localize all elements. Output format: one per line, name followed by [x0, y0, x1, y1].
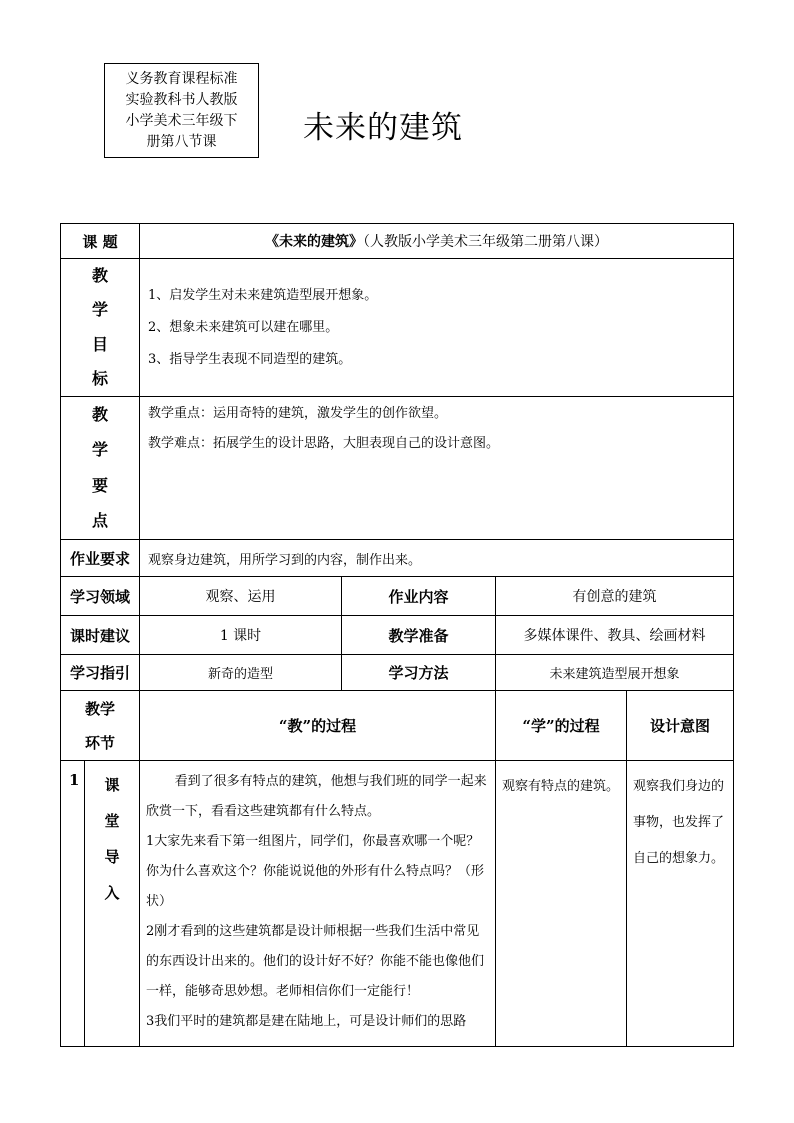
teach-process-cell: [140, 761, 496, 1047]
teach-paragraph: 1大家先来看下第一组图片，同学们，你最喜欢哪一个呢？你为什么喜欢这个？你能说说他的外形有什么特点吗？（形状）: [146, 834, 485, 909]
goals-content: [140, 259, 734, 397]
info-value: 观察、运用: [140, 577, 342, 616]
stage-number-cell: [61, 761, 85, 1047]
header-line: 实验教科书人教版: [125, 91, 238, 108]
teach-paragraph: 看到了很多有特点的建筑，他想与我们班的同学一起来欣赏一下，看看这些建筑都有什么特点。: [146, 774, 487, 819]
topic-label: 课 题: [61, 224, 140, 259]
info-value: 未来建筑造型展开想象: [496, 655, 734, 691]
key-point-item: 教学难点：拓展学生的设计思路，大胆表现自己的设计意图。: [148, 436, 500, 451]
topic-source: （人教版小学美术三年级第二册第八课）: [363, 234, 609, 250]
info-value: 有创意的建筑: [496, 577, 734, 616]
topic-value: [140, 224, 734, 259]
info-value: 多媒体课件、教具、绘画材料: [496, 616, 734, 655]
stage-name-char: 导: [104, 848, 120, 866]
stage-header: [61, 691, 140, 761]
stage-number: 1: [69, 771, 80, 789]
stage-header-line: 环节: [85, 733, 116, 752]
teach-process-header: “教”的过程: [140, 691, 496, 761]
info-label: 课时建议: [61, 616, 140, 655]
goal-item: 3、指导学生表现不同造型的建筑。: [148, 351, 352, 367]
header-line: 小学美术三年级下: [125, 112, 238, 129]
goals-label-char: 目: [92, 334, 109, 354]
goals-label-char: 标: [92, 369, 109, 389]
learn-process-text: 观察有特点的建筑。: [502, 779, 620, 794]
teach-paragraph: 3我们平时的建筑都是建在陆地上，可是设计师们的思路: [146, 1014, 467, 1029]
info-label: 学习方法: [342, 655, 496, 691]
key-points-label: [61, 397, 140, 540]
process-header-row: [61, 691, 734, 761]
info-row: [61, 655, 734, 691]
stage-name-char: 课: [104, 776, 120, 794]
stage-row: [61, 761, 734, 1047]
header-info-box: [104, 63, 259, 158]
design-intent-header: 设计意图: [627, 691, 734, 761]
info-label: 教学准备: [342, 616, 496, 655]
info-value: 新奇的造型: [140, 655, 342, 691]
info-value: 1 课时: [140, 616, 342, 655]
design-intent-cell: [627, 761, 734, 1047]
header-line: 义务教育课程标准: [125, 70, 238, 87]
stage-header-line: 教学: [85, 699, 116, 718]
lesson-plan-table: [60, 223, 734, 1047]
key-points-label-char: 教: [92, 405, 109, 424]
homework-value: 观察身边建筑，用所学习到的内容，制作出来。: [140, 540, 734, 577]
topic-title: 《未来的建筑》: [265, 234, 364, 250]
learn-process-header: “学”的过程: [496, 691, 627, 761]
goals-row: [61, 259, 734, 397]
key-points-content: [140, 397, 734, 540]
learn-process-cell: [496, 761, 627, 1047]
key-point-item: 教学重点：运用奇特的建筑，激发学生的创作欲望。: [148, 406, 448, 421]
info-row: [61, 577, 734, 616]
topic-row: [61, 224, 734, 259]
key-points-label-char: 要: [92, 475, 109, 495]
goals-label: [61, 259, 140, 397]
stage-name-char: 入: [104, 884, 120, 902]
header-line: 册第八节课: [146, 133, 217, 150]
info-label: 学习领域: [61, 577, 140, 616]
design-intent-text: 观察我们身边的事物，也发挥了自己的想象力。: [633, 779, 725, 866]
key-points-label-char: 学: [92, 440, 109, 460]
stage-name-cell: [85, 761, 140, 1047]
goal-item: 2、想象未来建筑可以建在哪里。: [148, 319, 339, 335]
stage-name-char: 堂: [104, 812, 120, 830]
goals-label-char: 教: [92, 265, 109, 285]
homework-row: [61, 540, 734, 577]
info-label: 作业内容: [342, 577, 496, 616]
key-points-label-char: 点: [92, 510, 109, 530]
info-row: [61, 616, 734, 655]
key-points-row: [61, 397, 734, 540]
goal-item: 1、启发学生对未来建筑造型展开想象。: [148, 287, 378, 303]
info-label: 学习指引: [61, 655, 140, 691]
goals-label-char: 学: [92, 300, 109, 320]
homework-label: 作业要求: [61, 540, 140, 577]
teach-paragraph: 2刚才看到的这些建筑都是设计师根据一些我们生活中常见的东西设计出来的。他们的设计好不好？你能不能也像他们一样，能够奇思妙想。老师相信你们一定能行！: [146, 924, 485, 999]
page-title: 未来的建筑: [303, 110, 463, 146]
